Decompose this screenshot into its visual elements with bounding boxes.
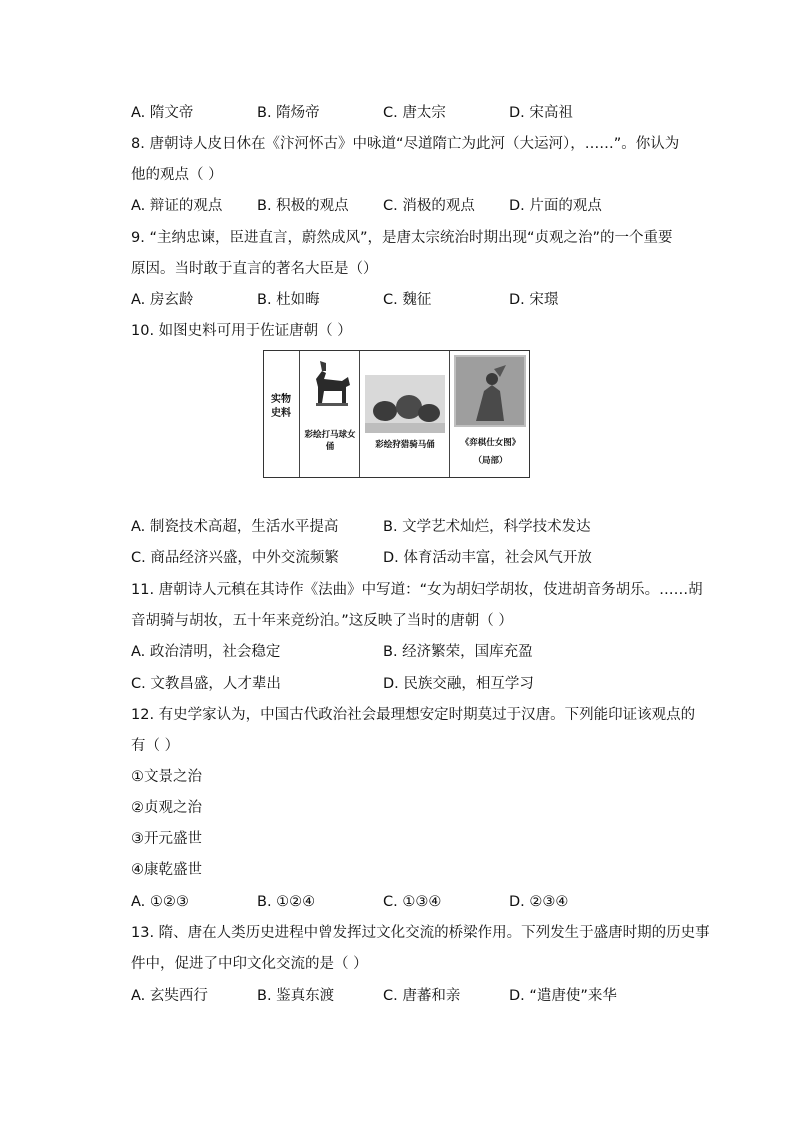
q8-option-b[interactable]: B. 积极的观点 bbox=[257, 198, 349, 214]
q11-option-b[interactable]: B. 经济繁荣，国库充盈 bbox=[383, 644, 533, 660]
q9-stem-line2: 原因。当时敢于直言的著名大臣是（） bbox=[131, 261, 378, 277]
figure-row-label: 实物史料 bbox=[271, 394, 291, 419]
q13-option-a[interactable]: A. 玄奘西行 bbox=[131, 988, 208, 1004]
q13-stem-line2: 件中，促进了中印文化交流的是（ ） bbox=[131, 956, 368, 972]
caption-polo-figurine: 彩绘打马球女俑 bbox=[304, 430, 356, 452]
q7-option-a[interactable]: A. 隋文帝 bbox=[131, 105, 194, 121]
q12-option-b[interactable]: B. ①②④ bbox=[257, 894, 316, 910]
q8-stem-line1: 8. 唐朝诗人皮日休在《汴河怀古》中咏道“尽道隋亡为此河（大运河），……”。你认为 bbox=[131, 136, 680, 152]
q10-option-a[interactable]: A. 制瓷技术高超，生活水平提高 bbox=[131, 519, 339, 535]
figure-row-label-cell bbox=[264, 351, 300, 477]
q13-option-c[interactable]: C. 唐蕃和亲 bbox=[383, 988, 461, 1004]
q12-option-a[interactable]: A. ①②③ bbox=[131, 894, 189, 910]
horse-figurine-image bbox=[302, 357, 360, 427]
q11-stem-line1: 11. 唐朝诗人元稹在其诗作《法曲》中写道：“女为胡妇学胡妆，伎进胡音务胡乐。……胡 bbox=[131, 582, 703, 598]
q10-option-d[interactable]: D. 体育活动丰富，社会风气开放 bbox=[383, 550, 592, 566]
caption-hunting-figurine: 彩绘狩猎骑马俑 bbox=[375, 440, 435, 450]
q9-option-c[interactable]: C. 魏征 bbox=[383, 292, 432, 308]
figure-cell-polo-figurine bbox=[300, 351, 360, 477]
q12-item-3: ③开元盛世 bbox=[131, 831, 202, 847]
q13-option-d[interactable]: D. “遣唐使”来华 bbox=[509, 988, 617, 1004]
q12-option-d[interactable]: D. ②③④ bbox=[509, 894, 569, 910]
q13-stem-line1: 13. 隋、唐在人类历史进程中曾发挥过文化交流的桥梁作用。下列发生于盛唐时期的历史事 bbox=[131, 925, 710, 941]
q8-option-a[interactable]: A. 辩证的观点 bbox=[131, 198, 223, 214]
q12-stem-line1: 12. 有史学家认为，中国古代政治社会最理想安定时期莫过于汉唐。下列能印证该观点的 bbox=[131, 707, 696, 723]
q8-option-d[interactable]: D. 片面的观点 bbox=[509, 198, 602, 214]
q11-option-a[interactable]: A. 政治清明，社会稳定 bbox=[131, 644, 281, 660]
q10-stem: 10. 如图史料可用于佐证唐朝（ ） bbox=[131, 323, 352, 339]
hunting-figurine-image bbox=[365, 375, 445, 433]
q10-artifact-figure bbox=[263, 350, 530, 478]
q11-stem-line2: 音胡骑与胡妆，五十年来竞纷泊。”这反映了当时的唐朝（ ） bbox=[131, 613, 513, 629]
q7-option-b[interactable]: B. 隋炀帝 bbox=[257, 105, 320, 121]
q7-option-d[interactable]: D. 宋高祖 bbox=[509, 105, 573, 121]
q12-item-4: ④康乾盛世 bbox=[131, 862, 202, 878]
q10-option-c[interactable]: C. 商品经济兴盛，中外交流频繁 bbox=[131, 550, 339, 566]
q12-stem-line2: 有（ ） bbox=[131, 738, 180, 754]
painting-image bbox=[454, 355, 526, 427]
q13-option-b[interactable]: B. 鉴真东渡 bbox=[257, 988, 335, 1004]
q11-option-d[interactable]: D. 民族交融，相互学习 bbox=[383, 676, 534, 692]
q8-stem-line2: 他的观点（ ） bbox=[131, 167, 223, 183]
q9-option-d[interactable]: D. 宋璟 bbox=[509, 292, 559, 308]
caption-painting-title: 《弈棋仕女图》 bbox=[460, 438, 521, 448]
q12-item-2: ②贞观之治 bbox=[131, 800, 202, 816]
q12-option-c[interactable]: C. ①③④ bbox=[383, 894, 442, 910]
q9-option-a[interactable]: A. 房玄龄 bbox=[131, 292, 194, 308]
figure-cell-hunting-figurine bbox=[360, 351, 450, 477]
q10-option-b[interactable]: B. 文学艺术灿烂，科学技术发达 bbox=[383, 519, 591, 535]
q9-option-b[interactable]: B. 杜如晦 bbox=[257, 292, 320, 308]
q11-option-c[interactable]: C. 文教昌盛，人才辈出 bbox=[131, 676, 281, 692]
caption-painting-detail: （局部） bbox=[473, 456, 508, 466]
q12-item-1: ①文景之治 bbox=[131, 769, 202, 785]
q7-option-c[interactable]: C. 唐太宗 bbox=[383, 105, 446, 121]
figure-cell-painting bbox=[450, 351, 531, 477]
q8-option-c[interactable]: C. 消极的观点 bbox=[383, 198, 475, 214]
q9-stem-line1: 9. “主纳忠谏，臣进直言，蔚然成风”，是唐太宗统治时期出现“贞观之治”的一个重要 bbox=[131, 230, 673, 246]
